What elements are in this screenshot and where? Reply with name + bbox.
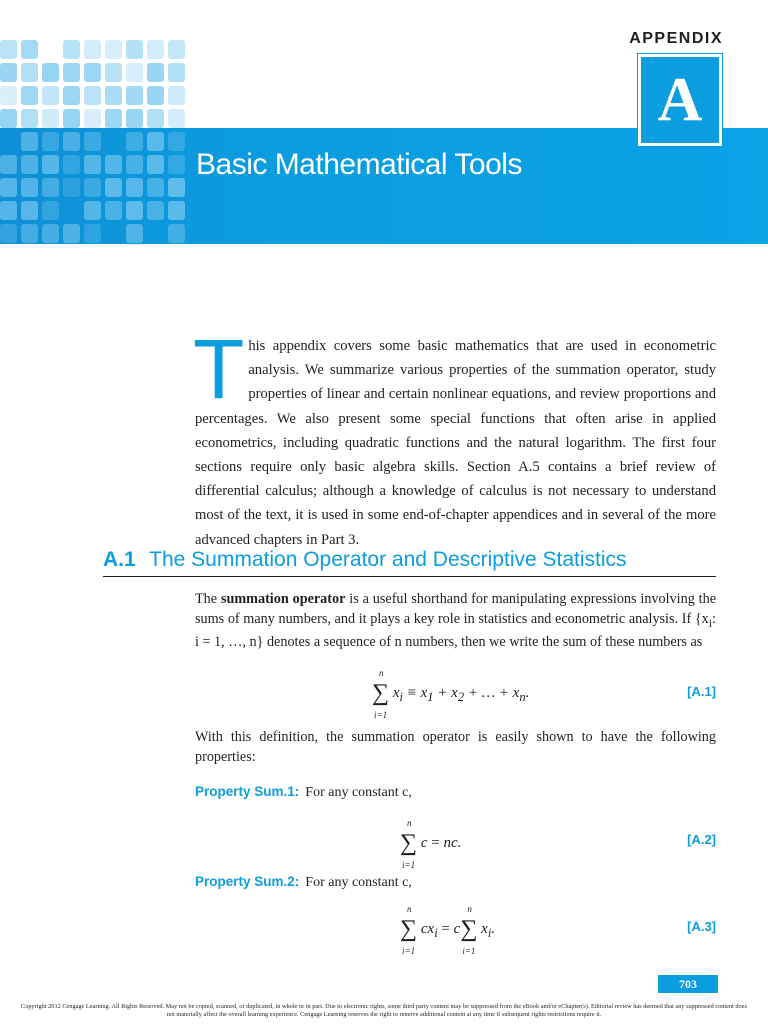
decorative-tile bbox=[42, 178, 59, 197]
decorative-tile bbox=[42, 224, 59, 243]
eq1-upper-limit: n bbox=[379, 668, 384, 678]
copyright-notice: Copyright 2012 Cengage Learning. All Rights Reserved. May not be copied, scanned, or duplicated, in whole or in part. Due to electronic rights, some third party content may be suppressed from the eBook and/or eChapter(s). Editorial review has deemed that any suppressed content does not materially affect the overall learning experience. Cengage Learning reserves the right to remove additional content at any time if subsequent rights restrictions require it. bbox=[21, 1003, 747, 1018]
appendix-label: APPENDIX bbox=[629, 30, 723, 47]
eq2-lower-limit: i=1 bbox=[402, 860, 416, 870]
decorative-tile bbox=[63, 109, 80, 128]
decorative-tile bbox=[84, 178, 101, 197]
decorative-tile bbox=[147, 86, 164, 105]
decorative-tile bbox=[42, 63, 59, 82]
decorative-tile bbox=[84, 201, 101, 220]
para1-subscript: i bbox=[708, 615, 713, 630]
decorative-tile bbox=[63, 178, 80, 197]
decorative-tile bbox=[126, 40, 143, 59]
decorative-tile bbox=[84, 40, 101, 59]
decorative-tile bbox=[63, 86, 80, 105]
property-sum2-text: For any constant c, bbox=[305, 875, 412, 890]
decorative-tile bbox=[21, 86, 38, 105]
decorative-tile bbox=[84, 109, 101, 128]
decorative-tile bbox=[21, 155, 38, 174]
eq2-body: c = nc. bbox=[420, 834, 462, 851]
sigma-symbol: ∑ n i=1 bbox=[372, 668, 390, 720]
equation-number-a1: [A.1] bbox=[687, 684, 716, 699]
intro-text: his appendix covers some basic mathematics that are used in econometric analysis. We summarize various properties of the summation operator, study properties of linear and certain nonlinear equations, and review proportions and percentages. We also present some special functions that often arise in applied econometrics, including quadratic functions and the natural logarithm. The first four sections require only basic algebra skills. Section A.5 contains a brief review of differential calculus; although a knowledge of calculus is not necessary to understand most of the text, it is used in some end-of-chapter appendices and in several of the more advanced chapters in Part 3. bbox=[195, 338, 716, 548]
decorative-tile bbox=[84, 86, 101, 105]
appendix-letter-box bbox=[638, 54, 722, 146]
section-heading bbox=[103, 548, 716, 577]
sigma-symbol: ∑ n i=1 bbox=[460, 904, 478, 956]
decorative-tile bbox=[126, 109, 143, 128]
decorative-tile bbox=[126, 224, 143, 243]
decorative-tile bbox=[0, 63, 17, 82]
property-sum1-text: For any constant c, bbox=[305, 785, 412, 800]
decorative-tile bbox=[0, 155, 17, 174]
properties-intro-paragraph: With this definition, the summation operator is easily shown to have the following properties: bbox=[195, 729, 716, 765]
equation-a1 bbox=[372, 668, 530, 720]
section-title: The Summation Operator and Descriptive Statistics bbox=[149, 548, 627, 571]
eq3-body-left: $cx_i = c$ bbox=[420, 920, 461, 940]
decorative-tile bbox=[168, 63, 185, 82]
decorative-tile bbox=[42, 201, 59, 220]
chapter-title: Basic Mathematical Tools bbox=[196, 148, 522, 181]
decorative-tile bbox=[168, 155, 185, 174]
eq3-upper-limit: n bbox=[407, 904, 412, 914]
property-sum2-label: Property Sum.2: bbox=[195, 874, 300, 889]
equation-a3 bbox=[400, 904, 496, 956]
decorative-tile bbox=[63, 224, 80, 243]
decorative-tile bbox=[42, 155, 59, 174]
decorative-tile bbox=[147, 40, 164, 59]
decorative-tile-grid bbox=[0, 40, 200, 250]
decorative-tile bbox=[21, 224, 38, 243]
decorative-tile bbox=[0, 86, 17, 105]
decorative-tile bbox=[168, 224, 185, 243]
eq3-inner-upper: n bbox=[467, 904, 472, 914]
decorative-tile bbox=[147, 132, 164, 151]
decorative-tile bbox=[147, 201, 164, 220]
decorative-tile bbox=[168, 109, 185, 128]
decorative-tile bbox=[147, 109, 164, 128]
decorative-tile bbox=[84, 155, 101, 174]
decorative-tile bbox=[126, 86, 143, 105]
decorative-tile bbox=[63, 155, 80, 174]
para1-before: The bbox=[195, 591, 221, 607]
decorative-tile bbox=[0, 109, 17, 128]
decorative-tile bbox=[105, 155, 122, 174]
decorative-tile bbox=[147, 155, 164, 174]
decorative-tile bbox=[84, 224, 101, 243]
decorative-tile bbox=[126, 132, 143, 151]
decorative-tile bbox=[126, 155, 143, 174]
section-number: A.1 bbox=[103, 548, 136, 571]
sigma-symbol: ∑ n i=1 bbox=[400, 818, 418, 870]
equation-number-a2: [A.2] bbox=[687, 832, 716, 847]
decorative-tile bbox=[168, 178, 185, 197]
decorative-tile bbox=[84, 63, 101, 82]
decorative-tile bbox=[105, 109, 122, 128]
eq3-inner-lower: i=1 bbox=[462, 946, 476, 956]
decorative-tile bbox=[105, 201, 122, 220]
decorative-tile bbox=[168, 40, 185, 59]
decorative-tile bbox=[21, 201, 38, 220]
decorative-tile bbox=[21, 63, 38, 82]
decorative-tile bbox=[168, 201, 185, 220]
summation-operator-term: summation operator bbox=[220, 591, 346, 607]
equation-a2 bbox=[400, 818, 462, 870]
decorative-tile bbox=[21, 40, 38, 59]
drop-cap: T bbox=[193, 322, 245, 416]
decorative-tile bbox=[42, 86, 59, 105]
property-sum2 bbox=[195, 874, 412, 891]
decorative-tile bbox=[126, 201, 143, 220]
decorative-tile bbox=[168, 86, 185, 105]
eq3-body-right: $x_i$. bbox=[481, 920, 496, 940]
decorative-tile bbox=[147, 178, 164, 197]
decorative-tile bbox=[63, 63, 80, 82]
decorative-tile bbox=[168, 132, 185, 151]
sigma-symbol: ∑ n i=1 bbox=[400, 904, 418, 956]
decorative-tile bbox=[126, 178, 143, 197]
decorative-tile bbox=[63, 132, 80, 151]
decorative-tile bbox=[105, 86, 122, 105]
property-sum1 bbox=[195, 784, 412, 801]
decorative-tile bbox=[126, 63, 143, 82]
decorative-tile bbox=[147, 63, 164, 82]
eq1-lower-limit: i=1 bbox=[374, 710, 388, 720]
decorative-tile bbox=[21, 178, 38, 197]
eq1-body: $x_i \equiv x_1 + x_2$ + … + $x_n$. bbox=[392, 684, 530, 704]
decorative-tile bbox=[63, 40, 80, 59]
eq2-upper-limit: n bbox=[407, 818, 412, 828]
decorative-tile bbox=[21, 109, 38, 128]
decorative-tile bbox=[42, 132, 59, 151]
equation-number-a3: [A.3] bbox=[687, 919, 716, 934]
eq3-lower-limit: i=1 bbox=[402, 946, 416, 956]
para1-after: is a useful shorthand for manipulating expressions involving the sums of many numbers, and it plays a key role in statistics and econometric analysis. If {x bbox=[195, 591, 716, 627]
decorative-tile bbox=[21, 132, 38, 151]
decorative-tile bbox=[0, 224, 17, 243]
intro-paragraph bbox=[193, 322, 716, 552]
appendix-letter: A bbox=[657, 65, 703, 134]
decorative-tile bbox=[0, 201, 17, 220]
decorative-tile bbox=[105, 40, 122, 59]
page-number: 703 bbox=[658, 975, 718, 993]
decorative-tile bbox=[42, 109, 59, 128]
decorative-tile bbox=[84, 132, 101, 151]
decorative-tile bbox=[0, 40, 17, 59]
property-sum1-label: Property Sum.1: bbox=[195, 784, 300, 799]
summation-definition-paragraph bbox=[195, 590, 716, 652]
para1-mid: : i = 1, …, n} denotes a sequence of n numbers, then we write the sum of these numbers as bbox=[195, 610, 716, 650]
decorative-tile bbox=[105, 63, 122, 82]
decorative-tile bbox=[0, 178, 17, 197]
decorative-tile bbox=[105, 178, 122, 197]
